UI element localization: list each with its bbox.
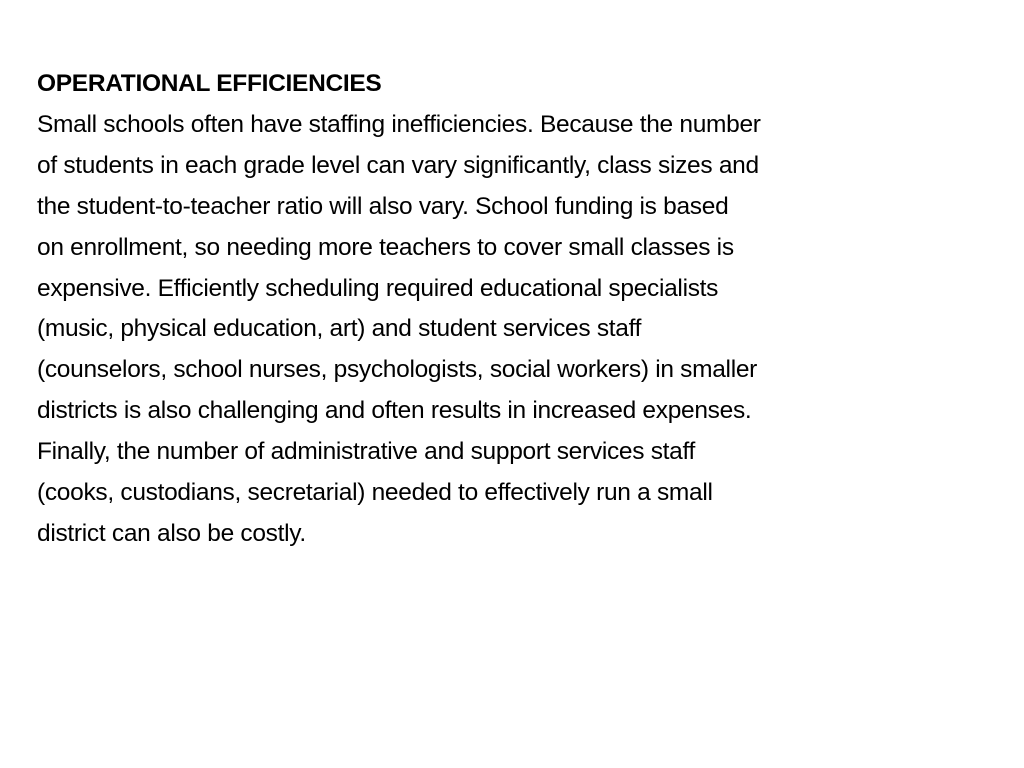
body-line: districts is also challenging and often results in increased expenses. — [37, 397, 752, 425]
body-line: of students in each grade level can vary significantly, class sizes and — [37, 151, 759, 179]
body-line: expensive. Efficiently scheduling required educational specialists — [37, 274, 719, 302]
body-line: district can also be costly. — [37, 519, 306, 547]
body-line: Finally, the number of administrative and support services staff — [37, 438, 696, 466]
body-line: (music, physical education, art) and student services staff — [37, 315, 642, 343]
slide-heading: OPERATIONAL EFFICIENCIES — [37, 70, 382, 97]
body-line: Small schools often have staffing inefficiencies. Because the number — [37, 110, 761, 138]
body-line: (counselors, school nurses, psychologists, social workers) in smaller — [37, 356, 758, 384]
slide-text-block — [37, 64, 982, 555]
body-line: the student-to-teacher ratio will also vary. School funding is based — [37, 192, 729, 220]
body-line: on enrollment, so needing more teachers to cover small classes is — [37, 233, 734, 261]
body-line: (cooks, custodians, secretarial) needed to effectively run a small — [37, 479, 713, 507]
